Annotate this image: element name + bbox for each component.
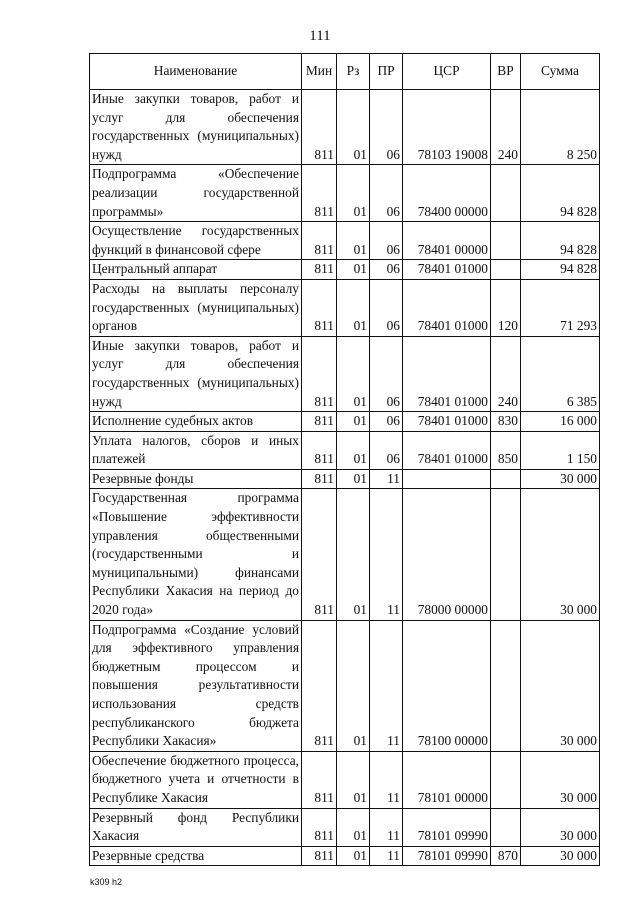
header-min: Мин <box>302 54 337 90</box>
cell-min: 811 <box>302 165 337 222</box>
header-csr: ЦСР <box>403 54 491 90</box>
header-rz: Рз <box>337 54 370 90</box>
cell-vr: 850 <box>491 431 521 469</box>
header-row <box>90 54 600 90</box>
cell-name: Центральный аппарат <box>90 260 302 280</box>
cell-vr <box>491 489 521 620</box>
cell-pr: 11 <box>370 846 403 866</box>
cell-vr <box>491 751 521 808</box>
cell-vr <box>491 808 521 846</box>
cell-name: Обеспечение бюджетного процесса, бюджетного учета и отчетности в Республике Хакасия <box>90 751 302 808</box>
cell-csr: 78400 00000 <box>403 165 491 222</box>
cell-csr <box>403 469 491 489</box>
table-row <box>90 431 600 469</box>
cell-min: 811 <box>302 260 337 280</box>
cell-vr: 120 <box>491 279 521 336</box>
cell-sum: 94 828 <box>521 165 600 222</box>
cell-pr: 11 <box>370 751 403 808</box>
cell-sum: 94 828 <box>521 222 600 260</box>
cell-sum: 71 293 <box>521 279 600 336</box>
cell-csr: 78100 00000 <box>403 620 491 751</box>
table-row <box>90 336 600 411</box>
table-row <box>90 260 600 280</box>
header-vr: ВР <box>491 54 521 90</box>
cell-sum: 30 000 <box>521 751 600 808</box>
cell-name: Иные закупки товаров, работ и услуг для обеспечения государственных (муниципальных) нужд <box>90 336 302 411</box>
cell-rz: 01 <box>337 260 370 280</box>
cell-name: Исполнение судебных актов <box>90 412 302 432</box>
cell-pr: 11 <box>370 469 403 489</box>
cell-csr: 78401 01000 <box>403 431 491 469</box>
cell-min: 811 <box>302 222 337 260</box>
cell-csr: 78103 19008 <box>403 90 491 165</box>
cell-name: Уплата налогов, сборов и иных платежей <box>90 431 302 469</box>
cell-pr: 06 <box>370 90 403 165</box>
cell-csr: 78401 01000 <box>403 336 491 411</box>
cell-vr <box>491 620 521 751</box>
cell-min: 811 <box>302 751 337 808</box>
cell-rz: 01 <box>337 412 370 432</box>
cell-pr: 06 <box>370 336 403 411</box>
cell-name: Резервный фонд Республики Хакасия <box>90 808 302 846</box>
table-row <box>90 808 600 846</box>
cell-pr: 11 <box>370 620 403 751</box>
header-name: Наименование <box>90 54 302 90</box>
cell-pr: 06 <box>370 431 403 469</box>
cell-min: 811 <box>302 90 337 165</box>
budget-table <box>89 53 600 866</box>
cell-csr: 78401 00000 <box>403 222 491 260</box>
document-code: k309 h2 <box>90 877 123 887</box>
cell-rz: 01 <box>337 431 370 469</box>
table-row <box>90 620 600 751</box>
cell-sum: 16 000 <box>521 412 600 432</box>
cell-rz: 01 <box>337 846 370 866</box>
cell-name: Осуществление государственных функций в финансовой сфере <box>90 222 302 260</box>
cell-sum: 30 000 <box>521 469 600 489</box>
header-pr: ПР <box>370 54 403 90</box>
cell-vr: 240 <box>491 90 521 165</box>
cell-pr: 06 <box>370 279 403 336</box>
cell-sum: 6 385 <box>521 336 600 411</box>
cell-rz: 01 <box>337 620 370 751</box>
cell-rz: 01 <box>337 751 370 808</box>
cell-rz: 01 <box>337 222 370 260</box>
cell-name: Расходы на выплаты персоналу государственных (муниципальных) органов <box>90 279 302 336</box>
cell-min: 811 <box>302 489 337 620</box>
cell-rz: 01 <box>337 279 370 336</box>
cell-rz: 01 <box>337 336 370 411</box>
cell-pr: 06 <box>370 165 403 222</box>
cell-min: 811 <box>302 846 337 866</box>
cell-pr: 11 <box>370 489 403 620</box>
cell-vr <box>491 469 521 489</box>
cell-csr: 78401 01000 <box>403 279 491 336</box>
cell-min: 811 <box>302 620 337 751</box>
cell-name: Иные закупки товаров, работ и услуг для обеспечения государственных (муниципальных) нужд <box>90 90 302 165</box>
cell-rz: 01 <box>337 808 370 846</box>
cell-min: 811 <box>302 808 337 846</box>
cell-name: Подпрограмма «Создание условий для эффективного управления бюджетным процессом и повышения результативности использования средств республиканского бюджета Республики Хакасия» <box>90 620 302 751</box>
cell-sum: 1 150 <box>521 431 600 469</box>
cell-min: 811 <box>302 412 337 432</box>
cell-csr: 78101 09990 <box>403 846 491 866</box>
cell-csr: 78101 00000 <box>403 751 491 808</box>
cell-vr: 830 <box>491 412 521 432</box>
cell-min: 811 <box>302 279 337 336</box>
cell-sum: 94 828 <box>521 260 600 280</box>
page-number: 111 <box>309 28 331 44</box>
cell-min: 811 <box>302 469 337 489</box>
table-header <box>90 54 600 90</box>
cell-sum: 8 250 <box>521 90 600 165</box>
cell-sum: 30 000 <box>521 489 600 620</box>
cell-vr: 870 <box>491 846 521 866</box>
cell-pr: 06 <box>370 222 403 260</box>
cell-sum: 30 000 <box>521 846 600 866</box>
cell-csr: 78000 00000 <box>403 489 491 620</box>
table-row <box>90 751 600 808</box>
cell-min: 811 <box>302 336 337 411</box>
cell-name: Резервные фонды <box>90 469 302 489</box>
table-row <box>90 165 600 222</box>
table-row <box>90 469 600 489</box>
cell-vr <box>491 222 521 260</box>
cell-min: 811 <box>302 431 337 469</box>
table-row <box>90 846 600 866</box>
cell-rz: 01 <box>337 469 370 489</box>
cell-rz: 01 <box>337 489 370 620</box>
cell-vr <box>491 165 521 222</box>
table-row <box>90 279 600 336</box>
cell-name: Подпрограмма «Обеспечение реализации государственной программы» <box>90 165 302 222</box>
table-row <box>90 489 600 620</box>
cell-csr: 78401 01000 <box>403 260 491 280</box>
header-sum: Сумма <box>521 54 600 90</box>
cell-name: Государственная программа «Повышение эффективности управления общественными (государственными и муниципальными) финансами Республики Хакасия на период до 2020 года» <box>90 489 302 620</box>
cell-rz: 01 <box>337 90 370 165</box>
table-row <box>90 90 600 165</box>
table-body <box>90 90 600 866</box>
cell-name: Резервные средства <box>90 846 302 866</box>
table-row <box>90 222 600 260</box>
cell-csr: 78401 01000 <box>403 412 491 432</box>
table-row <box>90 412 600 432</box>
cell-pr: 06 <box>370 260 403 280</box>
cell-pr: 06 <box>370 412 403 432</box>
cell-csr: 78101 09990 <box>403 808 491 846</box>
cell-vr: 240 <box>491 336 521 411</box>
cell-sum: 30 000 <box>521 620 600 751</box>
cell-sum: 30 000 <box>521 808 600 846</box>
cell-rz: 01 <box>337 165 370 222</box>
cell-vr <box>491 260 521 280</box>
cell-pr: 11 <box>370 808 403 846</box>
